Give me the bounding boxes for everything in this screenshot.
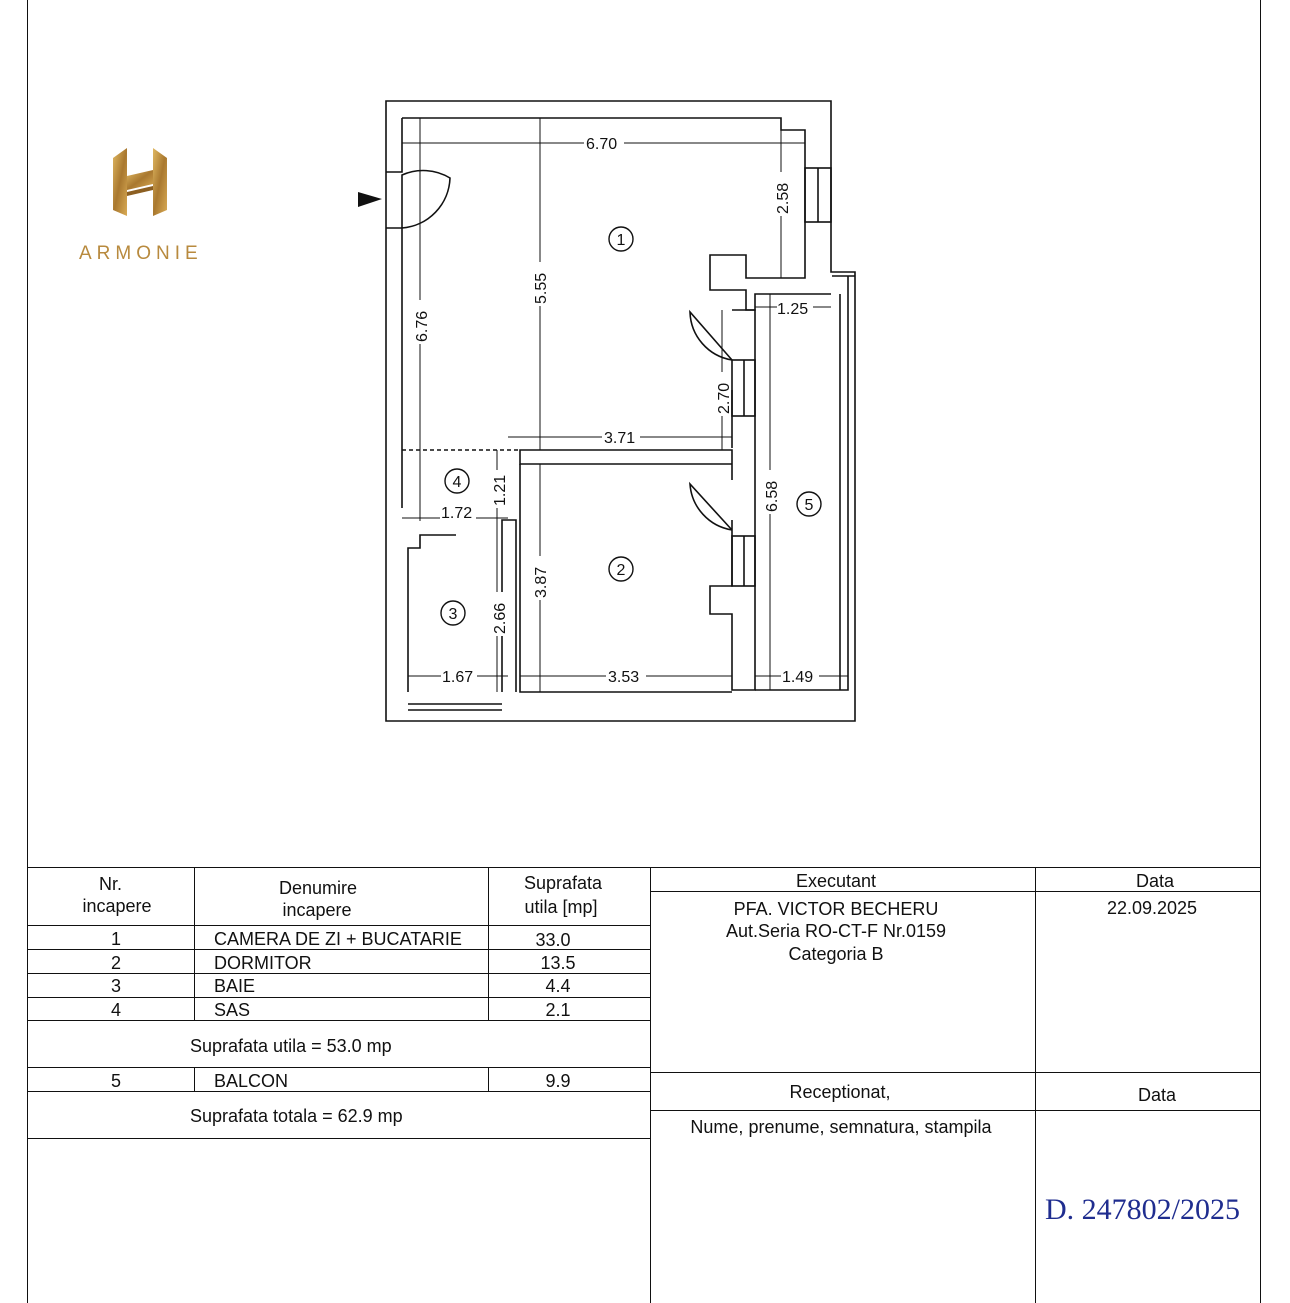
room-number: 5 [804,497,814,514]
header-name: Denumire [278,878,358,898]
row-nr: 1 [110,929,121,949]
entry-wall-lower [386,228,402,508]
row-area: 9.9 [545,1071,571,1091]
row-name: SAS [214,1000,251,1020]
table-top-border [27,867,1260,868]
dim-label: 1.49 [782,669,814,686]
dim-label: 2.66 [492,602,509,634]
authorization: Aut.Seria RO-CT-F Nr.0159 [725,921,947,941]
date-header: Data [1135,871,1175,891]
dim-label: 6.76 [414,310,431,342]
date-header-2: Data [1137,1085,1177,1105]
room-number: 3 [448,606,458,623]
category: Categoria B [788,944,884,964]
executant-header: Executant [795,871,877,891]
dim-label: 1.72 [441,505,473,522]
header-area-sub: utila [mp] [524,897,598,917]
header-area: Suprafata [523,873,603,893]
door-swing-entry [402,171,450,228]
room-number: 4 [452,474,462,491]
row-nr: 4 [110,1000,121,1020]
header-name-sub: incapere [282,900,352,920]
dimension-labels [411,134,819,686]
entry-arrow-icon [358,192,382,207]
header-nr: Nr. [98,874,122,894]
divider [27,1138,650,1139]
useful-area-total: Suprafata utila = 53.0 mp [190,1036,392,1056]
row-name: BAIE [214,976,256,996]
room-marker-labels [449,232,814,623]
brand-name: ARMONIE [79,243,203,264]
entry-wall [386,118,402,172]
signature-label: Nume, prenume, semnatura, stampila [690,1117,992,1137]
header-nr-sub: incapere [82,896,152,916]
divider [27,997,650,998]
row-area: 4.4 [545,976,571,996]
bedroom-wall [520,464,732,692]
row-nr: 2 [110,953,121,973]
received-label: Receptionat, [789,1082,891,1102]
dim-label: 6.70 [586,136,618,153]
dim-label: 1.67 [442,669,474,686]
dim-label: 6.58 [764,480,781,512]
row-area: 2.1 [545,1000,571,1020]
dim-label: 2.58 [775,182,792,214]
row-area: 33.0 [535,930,571,950]
row-name: CAMERA DE ZI + BUCATARIE [214,929,462,949]
door-swing-living [690,312,732,360]
divider [650,1072,1260,1073]
dim-label: 3.53 [608,669,640,686]
door-swing-bedroom [690,484,732,530]
room-number: 1 [616,232,626,249]
dim-label: 1.25 [777,301,809,318]
room-number: 2 [616,562,626,579]
room-markers [441,227,821,625]
dim-label: 3.87 [533,566,550,598]
grand-total: Suprafata totala = 62.9 mp [190,1106,403,1126]
date-value: 22.09.2025 [1106,898,1198,918]
divider [27,925,650,926]
row-name: DORMITOR [214,953,312,973]
row-nr: 3 [110,976,121,996]
dim-label: 2.70 [716,382,733,414]
row-name: BALCON [214,1071,289,1091]
divider [27,1067,650,1068]
dim-label: 3.71 [604,430,636,447]
row-nr: 5 [110,1071,121,1091]
dim-label: 1.21 [492,474,509,506]
row-area: 13.5 [540,953,576,973]
dim-label: 5.55 [533,272,550,304]
divider [650,1110,1260,1111]
stamp-number: D. 247802/2025 [1045,1193,1240,1226]
executant-name: PFA. VICTOR BECHERU [733,899,939,919]
